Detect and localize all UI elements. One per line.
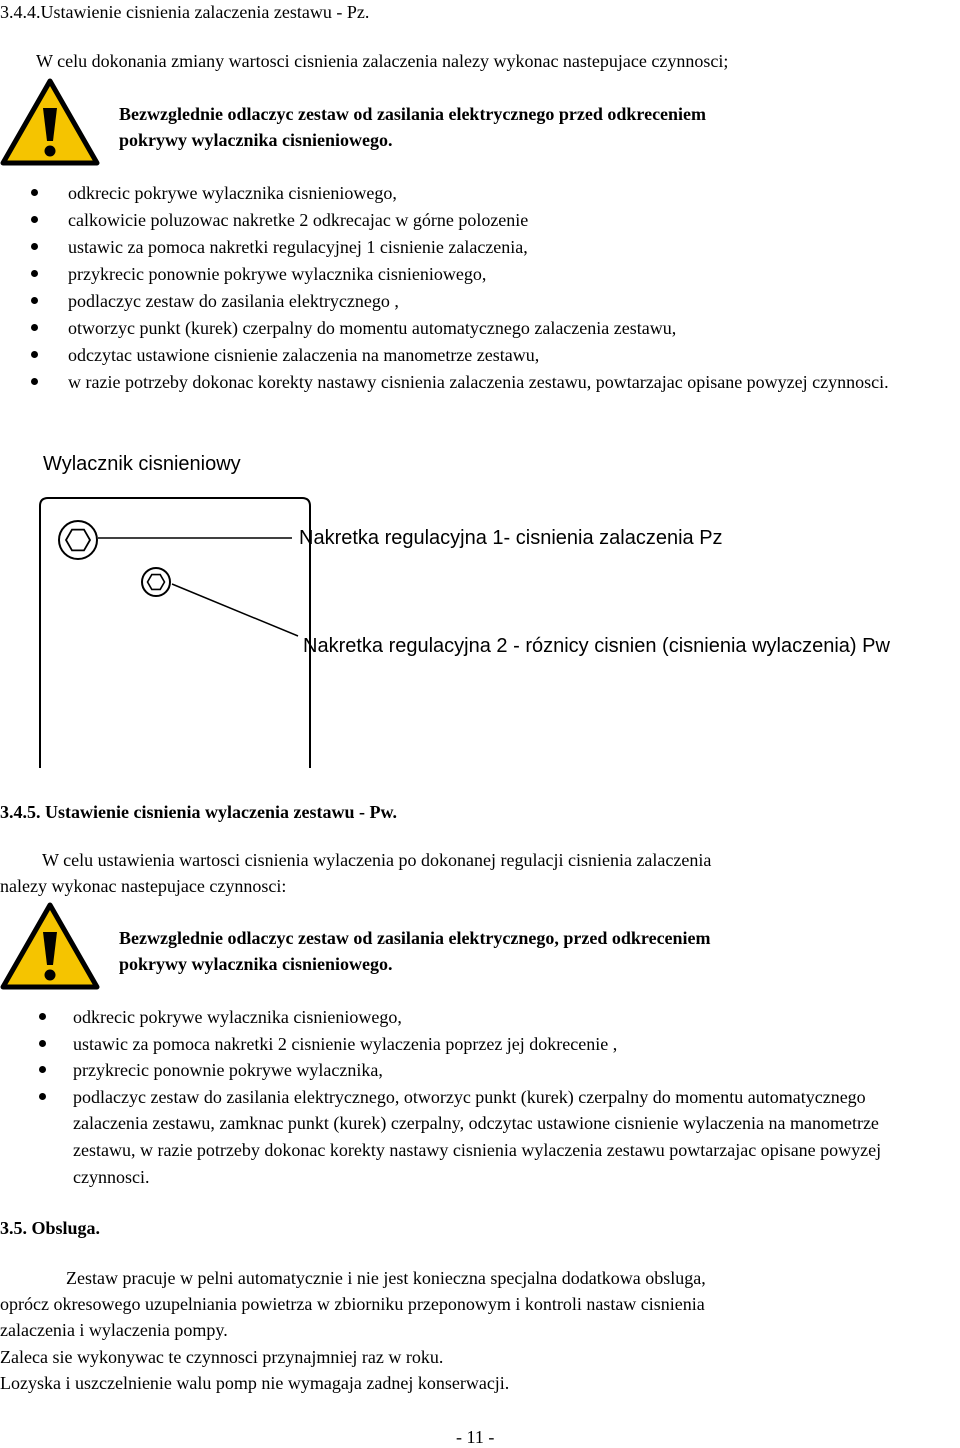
steps-list-2 (73, 1004, 933, 1190)
list-item: otworzyc punkt (kurek) czerpalny do momentu automatycznego zalaczenia zestawu, (68, 315, 948, 342)
nut-2-label: Nakretka regulacyjna 2 - róznicy cisnien (cisnienia wylaczenia) Pw (303, 635, 890, 657)
section-3-line-5: Lozyska i uszczelnienie walu pomp nie wymagaja zadnej konserwacji. (0, 1373, 510, 1393)
steps-list-1 (68, 180, 948, 396)
warning-text-1b: pokrywy wylacznika cisnieniowego. (119, 130, 393, 150)
section-1-intro: W celu dokonania zmiany wartosci cisnienia zalaczenia nalezy wykonac nastepujace czynnosci; (36, 51, 729, 71)
warning-text-1a: Bezwzglednie odlaczyc zestaw od zasilania elektrycznego przed odkreceniem (119, 104, 707, 124)
section-3-line-1: Zestaw pracuje w pelni automatycznie i nie jest konieczna specjalna dodatkowa obsluga, (66, 1268, 706, 1288)
nut-1-label: Nakretka regulacyjna 1- cisnienia zalaczenia Pz (299, 527, 723, 549)
list-item: podlaczyc zestaw do zasilania elektrycznego , (68, 288, 948, 315)
section-2-intro-2: nalezy wykonac nastepujace czynnosci: (0, 876, 287, 896)
list-item: podlaczyc zestaw do zasilania elektrycznego, otworzyc punkt (kurek) czerpalny do momentu automatycznego zalaczenia zestawu, zamknac punkt (kurek) czerpalny, odczytac ustawione cisnienie wylaczenia na manometrze zestawu, w razie potrzeby dokonac korekty nastawy cisnienia wylaczenia zestawu powtarzajac opisane powyzej czynnosci. (73, 1084, 913, 1190)
list-item: odkrecic pokrywe wylacznika cisnieniowego, (68, 180, 948, 207)
list-item: przykrecic ponownie pokrywe wylacznika cisnieniowego, (68, 261, 948, 288)
list-item: w razie potrzeby dokonac korekty nastawy cisnienia zalaczenia zestawu, powtarzajac opisane powyzej czynnosci. (68, 369, 908, 396)
section-3-heading: 3.5. Obsluga. (0, 1218, 101, 1238)
section-2-intro-1: W celu ustawienia wartosci cisnienia wylaczenia po dokonanej regulacji cisnienia zalaczenia (42, 850, 712, 870)
warning-triangle-icon (0, 78, 100, 166)
list-item: ustawic za pomoca nakretki regulacyjnej 1 cisnienie zalaczenia, (68, 234, 948, 261)
warning-text-2a: Bezwzglednie odlaczyc zestaw od zasilania elektrycznego, przed odkreceniem (119, 928, 711, 948)
list-item: ustawic za pomoca nakretki 2 cisnienie wylaczenia poprzez jej dokrecenie , (73, 1031, 933, 1058)
warning-triangle-icon (0, 902, 100, 990)
figure-title: Wylacznik cisnieniowy (43, 453, 241, 475)
section-3-line-3: zalaczenia i wylaczenia pompy. (0, 1320, 228, 1340)
page-number: - 11 - (456, 1427, 495, 1447)
list-item: odczytac ustawione cisnienie zalaczenia na manometrze zestawu, (68, 342, 948, 369)
section-3-line-2: oprócz okresowego uzupelniania powietrza w zbiorniku przeponowym i kontroli nastaw cisnienia (0, 1294, 705, 1314)
leader-line-2 (172, 584, 298, 636)
warning-text-2b: pokrywy wylacznika cisnieniowego. (119, 954, 393, 974)
list-item: przykrecic ponownie pokrywe wylacznika, (73, 1057, 933, 1084)
section-1-heading: 3.4.4.Ustawienie cisnienia zalaczenia zestawu - Pz. (0, 2, 370, 22)
adjusting-nut-1 (59, 521, 97, 559)
list-item: odkrecic pokrywe wylacznika cisnieniowego, (73, 1004, 933, 1031)
section-3-line-4: Zaleca sie wykonywac te czynnosci przynajmniej raz w roku. (0, 1347, 444, 1367)
adjusting-nut-2 (142, 568, 170, 596)
list-item: calkowicie poluzowac nakretke 2 odkrecajac w górne polozenie (68, 207, 948, 234)
section-2-heading: 3.4.5. Ustawienie cisnienia wylaczenia zestawu - Pw. (0, 802, 397, 822)
